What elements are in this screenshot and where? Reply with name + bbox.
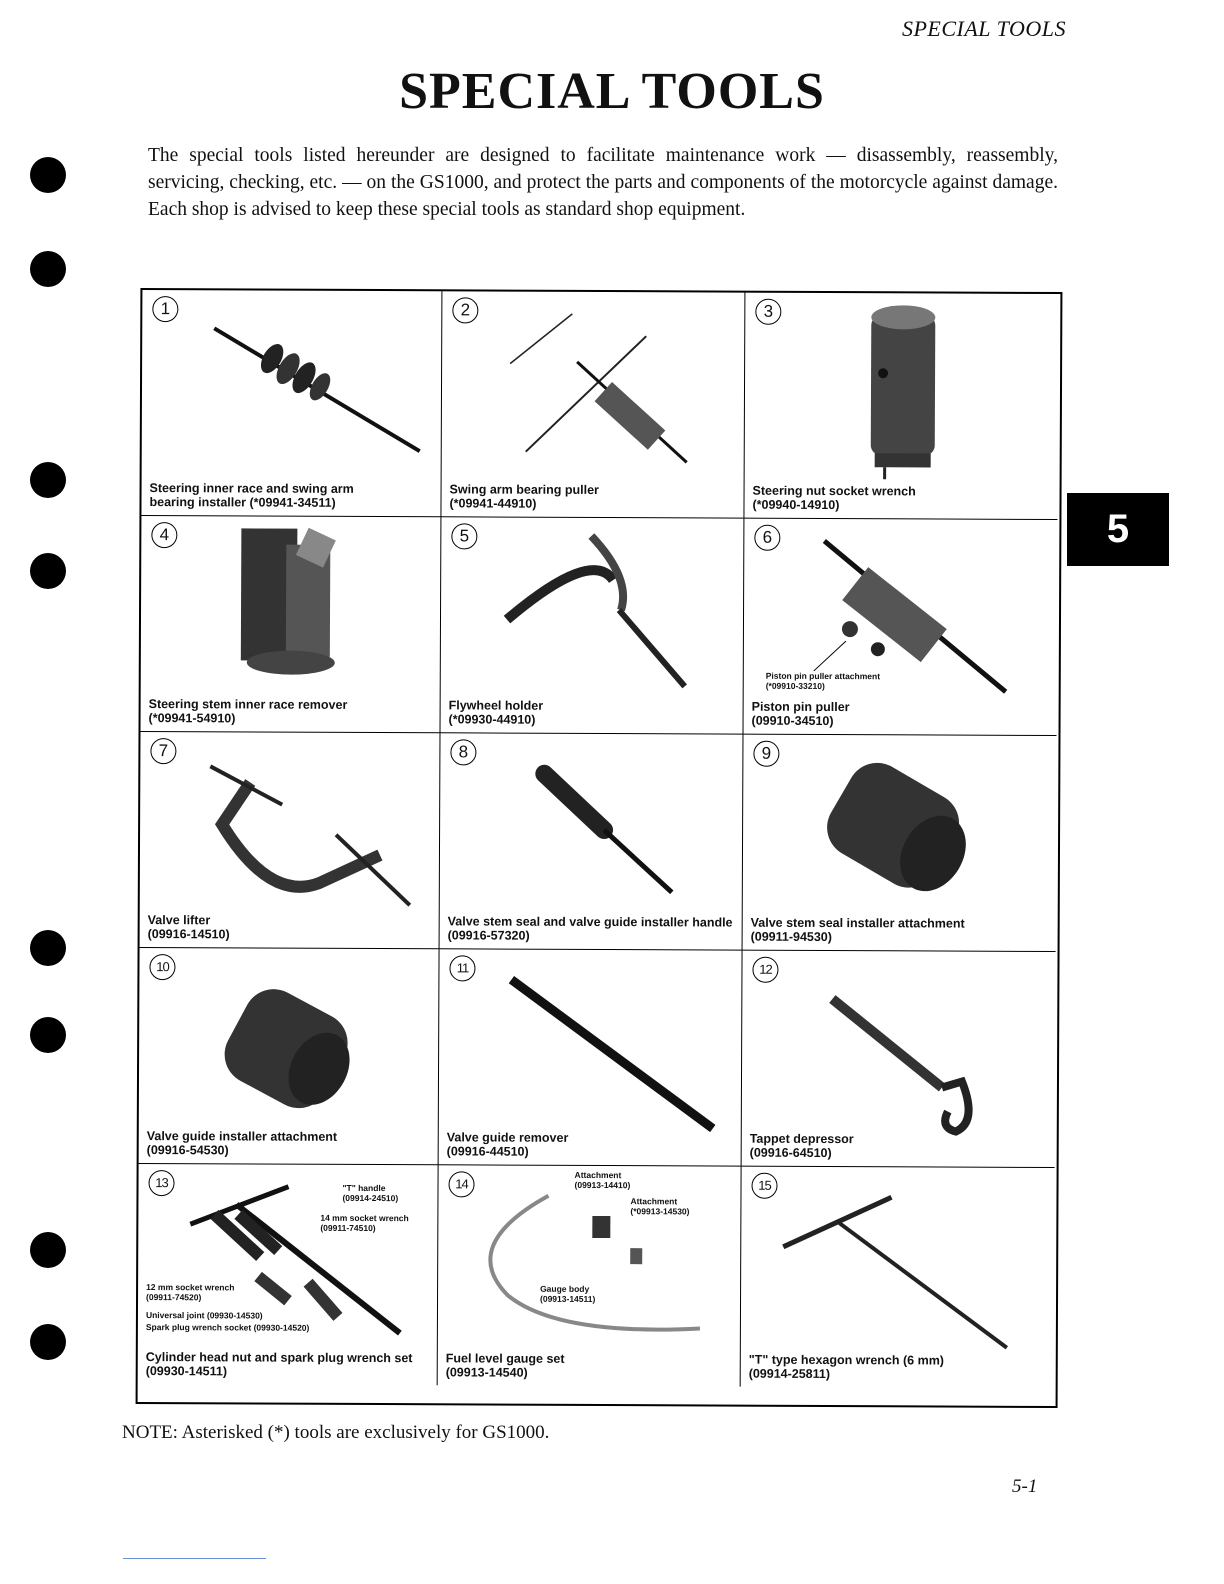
tool-number: 9 xyxy=(753,741,779,767)
tool-number: 5 xyxy=(451,523,477,549)
tools-table xyxy=(136,288,1063,1408)
tool-cell-9 xyxy=(743,735,1057,952)
tool-number: 11 xyxy=(449,955,475,981)
tool-cell-14 xyxy=(438,1165,742,1386)
tool-cell-7 xyxy=(140,732,441,949)
tool-number: 15 xyxy=(751,1173,777,1199)
tool-caption: Cylinder head nut and spark plug wrench set (09930-14511) xyxy=(145,1350,413,1379)
callout-14mm-socket: 14 mm socket wrench (09911-74510) xyxy=(320,1212,409,1234)
tool-cell-11 xyxy=(439,949,743,1166)
tool-caption: Tappet depressor (09916-64510) xyxy=(749,1131,854,1161)
callout-gauge-body: Gauge body (09913-14511) xyxy=(540,1283,596,1304)
tool-caption: Fuel level gauge set (09913-14540) xyxy=(445,1351,565,1380)
intro-paragraph: The special tools listed hereunder are designed to facilitate maintenance work — disassembly, reassembly, servicing, checking, etc. — on the GS1000, and protect the parts and components of the motorcycle against damage. Each shop is advised to keep these special tools as standard shop equipment. xyxy=(148,145,1058,220)
tool-caption: Flywheel holder (*09930-44910) xyxy=(448,698,544,727)
tool-number: 13 xyxy=(148,1170,174,1196)
running-header: SPECIAL TOOLS xyxy=(901,16,1066,41)
tool-caption: Swing arm bearing puller (*09941-44910) xyxy=(449,482,599,511)
tool-caption: Piston pin puller (09910-34510) xyxy=(751,699,850,729)
tool-cell-12 xyxy=(742,951,1056,1168)
footnote xyxy=(122,1422,549,1444)
callout-attachment-1: Attachment (09913-14410) xyxy=(574,1169,631,1191)
callout-attachment-2: Attachment (*09913-14530) xyxy=(630,1196,690,1217)
callout-universal-joint: Universal joint (09930-14530) xyxy=(145,1310,263,1321)
binder-hole xyxy=(30,1017,66,1053)
tool-cell-2 xyxy=(441,291,745,518)
section-tab: 5 xyxy=(1067,493,1169,566)
callout-piston-pin-attachment: Piston pin puller attachment (*09910-33210) xyxy=(765,670,881,691)
tool-number: 12 xyxy=(752,957,778,983)
tool-cell-4 xyxy=(141,516,442,733)
tool-number: 8 xyxy=(450,739,476,765)
binder-hole xyxy=(30,553,66,589)
tool-cell-8 xyxy=(440,733,744,950)
tool-caption: Valve stem seal and valve guide installer handle (09916-57320) xyxy=(447,914,733,943)
page-title: SPECIAL TOOLS xyxy=(399,63,825,120)
binder-hole xyxy=(30,462,66,498)
tool-caption: Steering nut socket wrench (*09940-14910) xyxy=(752,483,916,513)
tool-number: 10 xyxy=(149,954,175,980)
binder-hole xyxy=(30,251,66,287)
page-number: 5-1 xyxy=(1012,1476,1038,1497)
binder-hole xyxy=(30,1324,66,1360)
binder-hole xyxy=(30,1232,66,1268)
tool-number: 7 xyxy=(150,738,176,764)
callout-spark-plug-socket: Spark plug wrench socket (09930-14520) xyxy=(145,1322,310,1333)
footer-rule xyxy=(123,1558,266,1559)
tool-caption: Valve guide installer attachment (09916-54530) xyxy=(146,1129,338,1158)
note-label: NOTE: xyxy=(122,1422,178,1443)
tool-cell-6 xyxy=(743,519,1057,736)
tool-caption: Steering stem inner race remover (*09941-54910) xyxy=(148,697,348,726)
tool-caption: Valve guide remover (09916-44510) xyxy=(446,1130,569,1159)
note-text: Asterisked (*) tools are exclusively for GS1000. xyxy=(181,1422,550,1443)
callout-t-handle: "T" handle (09914-24510) xyxy=(342,1182,399,1204)
callout-12mm-socket: 12 mm socket wrench (09911-74520) xyxy=(146,1282,235,1303)
tool-caption: "T" type hexagon wrench (6 mm) (09914-25811) xyxy=(748,1352,945,1382)
tool-cell-3 xyxy=(744,293,1058,520)
tool-cell-13 xyxy=(138,1164,439,1385)
tool-number: 3 xyxy=(755,299,781,325)
tool-number: 14 xyxy=(448,1171,474,1197)
tool-cell-15 xyxy=(741,1167,1055,1388)
tool-cell-5 xyxy=(440,517,744,734)
tool-number: 4 xyxy=(151,522,177,548)
tool-number: 2 xyxy=(452,297,478,323)
binder-hole xyxy=(30,930,66,966)
tool-caption: Valve stem seal installer attachment (09911-94530) xyxy=(750,915,965,945)
binder-hole xyxy=(30,157,66,193)
tool-caption: Steering inner race and swing arm bearing installer (*09941-34511) xyxy=(149,481,354,510)
tool-cell-10 xyxy=(139,948,440,1165)
tool-number: 1 xyxy=(152,296,178,322)
tool-number: 6 xyxy=(754,525,780,551)
tool-caption: Valve lifter (09916-14510) xyxy=(147,913,230,942)
tool-cell-1 xyxy=(141,290,442,517)
